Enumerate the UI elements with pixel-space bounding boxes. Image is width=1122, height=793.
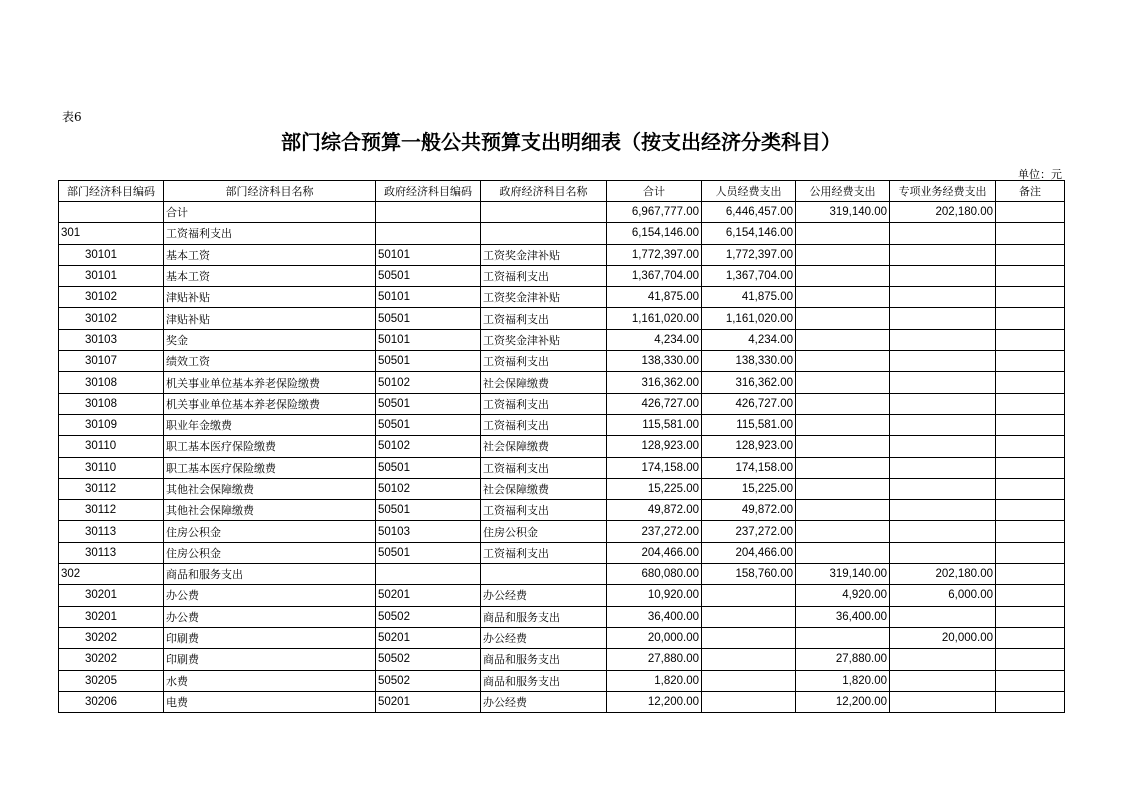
gov-code-cell: 50501	[376, 351, 481, 372]
special-cell	[890, 308, 996, 329]
dept-name-cell: 其他社会保障缴费	[164, 500, 376, 521]
gov-name-cell: 工资奖金津补贴	[481, 287, 607, 308]
table-row	[59, 308, 1065, 329]
gov-code-cell: 50501	[376, 308, 481, 329]
special-cell	[890, 287, 996, 308]
personnel-cell: 49,872.00	[702, 500, 796, 521]
table-row	[59, 500, 1065, 521]
dept-name-cell: 津贴补贴	[164, 287, 376, 308]
personnel-cell: 6,446,457.00	[702, 202, 796, 223]
personnel-cell: 138,330.00	[702, 351, 796, 372]
special-cell	[890, 223, 996, 244]
budget-detail-table	[58, 180, 1065, 713]
dept-name-cell: 机关事业单位基本养老保险缴费	[164, 393, 376, 414]
column-header: 合计	[607, 181, 702, 202]
public-cell: 1,820.00	[796, 670, 890, 691]
public-cell	[796, 478, 890, 499]
gov-name-cell: 住房公积金	[481, 521, 607, 542]
public-cell	[796, 414, 890, 435]
dept-name-cell: 住房公积金	[164, 521, 376, 542]
personnel-cell	[702, 585, 796, 606]
dept-code-cell: 30201	[59, 585, 164, 606]
gov-name-cell: 工资福利支出	[481, 500, 607, 521]
special-cell	[890, 372, 996, 393]
special-cell	[890, 606, 996, 627]
total-cell: 12,200.00	[607, 691, 702, 712]
total-cell: 128,923.00	[607, 436, 702, 457]
table-row	[59, 670, 1065, 691]
gov-name-cell: 商品和服务支出	[481, 649, 607, 670]
dept-name-cell: 水费	[164, 670, 376, 691]
gov-code-cell: 50201	[376, 585, 481, 606]
table-row	[59, 521, 1065, 542]
dept-code-cell: 30101	[59, 265, 164, 286]
personnel-cell: 128,923.00	[702, 436, 796, 457]
total-cell: 6,154,146.00	[607, 223, 702, 244]
dept-name-cell: 住房公积金	[164, 542, 376, 563]
total-cell: 174,158.00	[607, 457, 702, 478]
public-cell	[796, 457, 890, 478]
note-cell	[996, 691, 1065, 712]
public-cell	[796, 244, 890, 265]
gov-name-cell: 工资福利支出	[481, 265, 607, 286]
dept-name-cell: 基本工资	[164, 244, 376, 265]
note-cell	[996, 457, 1065, 478]
total-cell: 10,920.00	[607, 585, 702, 606]
gov-name-cell: 商品和服务支出	[481, 606, 607, 627]
total-cell: 316,362.00	[607, 372, 702, 393]
gov-code-cell: 50501	[376, 457, 481, 478]
dept-code-cell: 301	[59, 223, 164, 244]
dept-code-cell: 30108	[59, 393, 164, 414]
total-cell: 680,080.00	[607, 564, 702, 585]
gov-code-cell: 50502	[376, 670, 481, 691]
gov-name-cell: 工资福利支出	[481, 308, 607, 329]
total-cell: 426,727.00	[607, 393, 702, 414]
special-cell: 20,000.00	[890, 627, 996, 648]
public-cell	[796, 542, 890, 563]
personnel-cell: 41,875.00	[702, 287, 796, 308]
dept-code-cell: 30206	[59, 691, 164, 712]
table-row	[59, 436, 1065, 457]
total-cell: 237,272.00	[607, 521, 702, 542]
dept-name-cell: 奖金	[164, 329, 376, 350]
personnel-cell: 1,367,704.00	[702, 265, 796, 286]
total-cell: 1,367,704.00	[607, 265, 702, 286]
dept-code-cell	[59, 202, 164, 223]
public-cell	[796, 521, 890, 542]
table-row	[59, 265, 1065, 286]
personnel-cell	[702, 606, 796, 627]
note-cell	[996, 606, 1065, 627]
personnel-cell: 158,760.00	[702, 564, 796, 585]
total-cell: 36,400.00	[607, 606, 702, 627]
table-row	[59, 691, 1065, 712]
table-row	[59, 393, 1065, 414]
dept-name-cell: 合计	[164, 202, 376, 223]
personnel-cell: 4,234.00	[702, 329, 796, 350]
note-cell	[996, 351, 1065, 372]
personnel-cell: 204,466.00	[702, 542, 796, 563]
gov-name-cell	[481, 223, 607, 244]
gov-name-cell: 工资福利支出	[481, 457, 607, 478]
personnel-cell: 15,225.00	[702, 478, 796, 499]
total-cell: 138,330.00	[607, 351, 702, 372]
personnel-cell: 426,727.00	[702, 393, 796, 414]
personnel-cell: 115,581.00	[702, 414, 796, 435]
column-header: 政府经济科目名称	[481, 181, 607, 202]
table-row	[59, 202, 1065, 223]
special-cell	[890, 670, 996, 691]
note-cell	[996, 649, 1065, 670]
note-cell	[996, 372, 1065, 393]
public-cell: 36,400.00	[796, 606, 890, 627]
special-cell	[890, 329, 996, 350]
dept-code-cell: 30110	[59, 436, 164, 457]
table-header-row	[59, 181, 1065, 202]
note-cell	[996, 521, 1065, 542]
note-cell	[996, 244, 1065, 265]
total-cell: 41,875.00	[607, 287, 702, 308]
table-row	[59, 585, 1065, 606]
column-header: 政府经济科目编码	[376, 181, 481, 202]
total-cell: 49,872.00	[607, 500, 702, 521]
gov-name-cell	[481, 202, 607, 223]
dept-name-cell: 绩效工资	[164, 351, 376, 372]
special-cell	[890, 265, 996, 286]
dept-code-cell: 30108	[59, 372, 164, 393]
public-cell	[796, 627, 890, 648]
gov-code-cell: 50101	[376, 244, 481, 265]
gov-code-cell: 50501	[376, 414, 481, 435]
gov-code-cell: 50103	[376, 521, 481, 542]
gov-name-cell: 办公经费	[481, 585, 607, 606]
column-header: 人员经费支出	[702, 181, 796, 202]
note-cell	[996, 500, 1065, 521]
personnel-cell	[702, 627, 796, 648]
dept-name-cell: 津贴补贴	[164, 308, 376, 329]
column-header: 专项业务经费支出	[890, 181, 996, 202]
personnel-cell	[702, 649, 796, 670]
dept-code-cell: 30205	[59, 670, 164, 691]
page-title: 部门综合预算一般公共预算支出明细表（按支出经济分类科目）	[281, 130, 841, 154]
dept-code-cell: 30202	[59, 627, 164, 648]
gov-code-cell: 50501	[376, 542, 481, 563]
table-row	[59, 478, 1065, 499]
public-cell	[796, 329, 890, 350]
total-cell: 20,000.00	[607, 627, 702, 648]
special-cell	[890, 244, 996, 265]
dept-code-cell: 30102	[59, 287, 164, 308]
dept-name-cell: 其他社会保障缴费	[164, 478, 376, 499]
dept-name-cell: 商品和服务支出	[164, 564, 376, 585]
total-cell: 204,466.00	[607, 542, 702, 563]
special-cell: 202,180.00	[890, 202, 996, 223]
note-cell	[996, 478, 1065, 499]
gov-name-cell: 工资奖金津补贴	[481, 329, 607, 350]
gov-code-cell: 50501	[376, 393, 481, 414]
public-cell: 12,200.00	[796, 691, 890, 712]
gov-code-cell: 50502	[376, 606, 481, 627]
gov-name-cell: 工资福利支出	[481, 542, 607, 563]
dept-code-cell: 30202	[59, 649, 164, 670]
special-cell	[890, 542, 996, 563]
dept-code-cell: 302	[59, 564, 164, 585]
gov-code-cell: 50102	[376, 478, 481, 499]
note-cell	[996, 414, 1065, 435]
total-cell: 1,772,397.00	[607, 244, 702, 265]
personnel-cell: 174,158.00	[702, 457, 796, 478]
special-cell	[890, 500, 996, 521]
personnel-cell: 237,272.00	[702, 521, 796, 542]
dept-name-cell: 职工基本医疗保险缴费	[164, 436, 376, 457]
public-cell: 319,140.00	[796, 202, 890, 223]
special-cell	[890, 436, 996, 457]
public-cell	[796, 500, 890, 521]
total-cell: 15,225.00	[607, 478, 702, 499]
special-cell	[890, 478, 996, 499]
gov-code-cell: 50102	[376, 372, 481, 393]
special-cell	[890, 414, 996, 435]
total-cell: 1,161,020.00	[607, 308, 702, 329]
gov-name-cell: 工资福利支出	[481, 393, 607, 414]
dept-code-cell: 30103	[59, 329, 164, 350]
note-cell	[996, 393, 1065, 414]
public-cell	[796, 351, 890, 372]
dept-name-cell: 办公费	[164, 585, 376, 606]
total-cell: 115,581.00	[607, 414, 702, 435]
gov-code-cell: 50102	[376, 436, 481, 457]
total-cell: 27,880.00	[607, 649, 702, 670]
table-row	[59, 457, 1065, 478]
personnel-cell: 1,772,397.00	[702, 244, 796, 265]
table-row	[59, 564, 1065, 585]
note-cell	[996, 542, 1065, 563]
table-row	[59, 244, 1065, 265]
total-cell: 6,967,777.00	[607, 202, 702, 223]
special-cell	[890, 351, 996, 372]
column-header: 备注	[996, 181, 1065, 202]
table-row	[59, 287, 1065, 308]
gov-name-cell: 办公经费	[481, 627, 607, 648]
dept-name-cell: 电费	[164, 691, 376, 712]
gov-code-cell	[376, 223, 481, 244]
special-cell	[890, 649, 996, 670]
dept-name-cell: 基本工资	[164, 265, 376, 286]
column-header: 部门经济科目名称	[164, 181, 376, 202]
dept-code-cell: 30107	[59, 351, 164, 372]
table-row	[59, 372, 1065, 393]
unit-label: 单位：元	[1018, 168, 1062, 181]
special-cell	[890, 691, 996, 712]
note-cell	[996, 670, 1065, 691]
public-cell	[796, 436, 890, 457]
note-cell	[996, 564, 1065, 585]
gov-name-cell: 社会保障缴费	[481, 478, 607, 499]
special-cell	[890, 521, 996, 542]
dept-code-cell: 30112	[59, 500, 164, 521]
gov-code-cell: 50502	[376, 649, 481, 670]
special-cell	[890, 393, 996, 414]
note-cell	[996, 329, 1065, 350]
dept-code-cell: 30101	[59, 244, 164, 265]
column-header: 公用经费支出	[796, 181, 890, 202]
public-cell	[796, 223, 890, 244]
column-header: 部门经济科目编码	[59, 181, 164, 202]
table-row	[59, 649, 1065, 670]
public-cell: 319,140.00	[796, 564, 890, 585]
gov-name-cell	[481, 564, 607, 585]
table-row	[59, 606, 1065, 627]
total-cell: 1,820.00	[607, 670, 702, 691]
note-cell	[996, 585, 1065, 606]
gov-code-cell: 50101	[376, 329, 481, 350]
table-row	[59, 329, 1065, 350]
public-cell: 27,880.00	[796, 649, 890, 670]
table-row	[59, 627, 1065, 648]
gov-code-cell: 50201	[376, 691, 481, 712]
special-cell: 202,180.00	[890, 564, 996, 585]
personnel-cell: 6,154,146.00	[702, 223, 796, 244]
dept-code-cell: 30109	[59, 414, 164, 435]
gov-code-cell: 50201	[376, 627, 481, 648]
gov-name-cell: 社会保障缴费	[481, 372, 607, 393]
table-row	[59, 542, 1065, 563]
gov-code-cell: 50501	[376, 500, 481, 521]
note-cell	[996, 287, 1065, 308]
personnel-cell: 1,161,020.00	[702, 308, 796, 329]
personnel-cell	[702, 691, 796, 712]
gov-name-cell: 工资福利支出	[481, 414, 607, 435]
note-cell	[996, 436, 1065, 457]
public-cell	[796, 265, 890, 286]
personnel-cell: 316,362.00	[702, 372, 796, 393]
note-cell	[996, 308, 1065, 329]
personnel-cell	[702, 670, 796, 691]
dept-name-cell: 机关事业单位基本养老保险缴费	[164, 372, 376, 393]
note-cell	[996, 223, 1065, 244]
dept-code-cell: 30201	[59, 606, 164, 627]
note-cell	[996, 265, 1065, 286]
special-cell	[890, 457, 996, 478]
table-body	[59, 202, 1065, 713]
table-number-label: 表6	[62, 110, 82, 124]
public-cell	[796, 287, 890, 308]
public-cell	[796, 393, 890, 414]
dept-code-cell: 30110	[59, 457, 164, 478]
gov-code-cell	[376, 564, 481, 585]
table-row	[59, 223, 1065, 244]
table-row	[59, 351, 1065, 372]
note-cell	[996, 202, 1065, 223]
dept-code-cell: 30102	[59, 308, 164, 329]
dept-name-cell: 印刷费	[164, 627, 376, 648]
gov-name-cell: 社会保障缴费	[481, 436, 607, 457]
dept-name-cell: 办公费	[164, 606, 376, 627]
gov-name-cell: 工资奖金津补贴	[481, 244, 607, 265]
dept-code-cell: 30112	[59, 478, 164, 499]
gov-name-cell: 办公经费	[481, 691, 607, 712]
public-cell	[796, 372, 890, 393]
dept-name-cell: 职业年金缴费	[164, 414, 376, 435]
total-cell: 4,234.00	[607, 329, 702, 350]
dept-name-cell: 工资福利支出	[164, 223, 376, 244]
gov-code-cell: 50101	[376, 287, 481, 308]
special-cell: 6,000.00	[890, 585, 996, 606]
gov-code-cell	[376, 202, 481, 223]
table-row	[59, 414, 1065, 435]
dept-name-cell: 印刷费	[164, 649, 376, 670]
gov-code-cell: 50501	[376, 265, 481, 286]
gov-name-cell: 工资福利支出	[481, 351, 607, 372]
dept-code-cell: 30113	[59, 521, 164, 542]
gov-name-cell: 商品和服务支出	[481, 670, 607, 691]
public-cell: 4,920.00	[796, 585, 890, 606]
note-cell	[996, 627, 1065, 648]
dept-code-cell: 30113	[59, 542, 164, 563]
dept-name-cell: 职工基本医疗保险缴费	[164, 457, 376, 478]
public-cell	[796, 308, 890, 329]
